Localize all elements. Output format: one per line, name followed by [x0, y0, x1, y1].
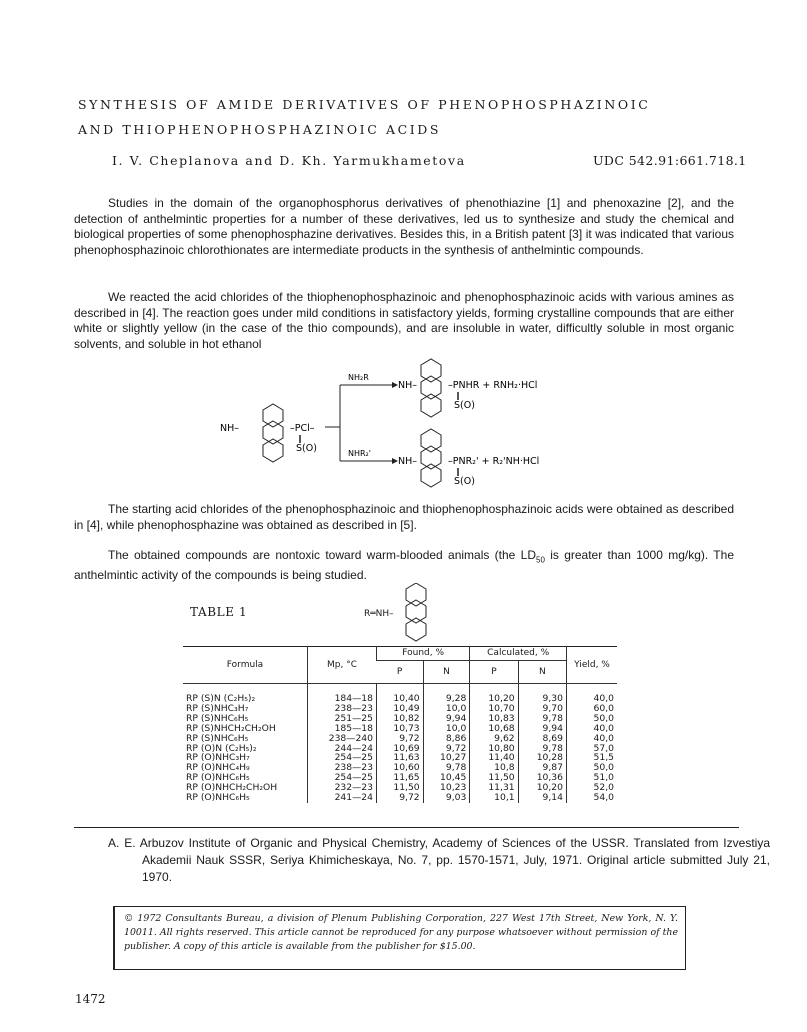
cell-mp: 184—18	[308, 684, 377, 704]
cell-calc-n: 10,36	[518, 773, 566, 783]
cell-yield: 57,0	[567, 744, 618, 754]
cell-found-n: 10,27	[423, 753, 470, 763]
cell-yield: 52,0	[567, 783, 618, 793]
table-structure-rings	[396, 583, 442, 643]
cell-formula: RP (O)NHC₄H₉	[186, 762, 250, 774]
cell-formula: RP (S)NHCH₂CH₂OH	[186, 722, 276, 734]
affiliation-note: A. E. Arbuzov Institute of Organic and Physical Chemistry, Academy of Sciences of the USSR. Translated from Izvestiya Akademii Nauk SSSR, Seriya Khimicheskaya, No. 7, pp. 1570-1571, July, 1971. Original article submitted July 21, 1970.	[108, 836, 770, 884]
header-found-n: N	[423, 661, 470, 684]
cell-mp: 254—25	[308, 773, 377, 783]
cell-formula: RP (O)NHCH₂CH₂OH	[186, 782, 278, 794]
title-line-2: AND THIOPHENOPHOSPHAZINOIC ACIDS	[78, 122, 442, 137]
cell-found-p: 9,72	[377, 734, 424, 744]
starting-phenophosphazine-rings	[263, 404, 283, 462]
cell-mp: 244—24	[308, 744, 377, 754]
cell-formula: RP (O)N (C₂H₅)₂	[186, 742, 257, 754]
cell-calc-p: 9,62	[470, 734, 518, 744]
cell-found-n: 9,94	[423, 714, 470, 724]
cell-found-p: 10,69	[377, 744, 424, 754]
authors: I. V. Cheplanova and D. Kh. Yarmukhametova	[112, 153, 466, 168]
header-yield: Yield, %	[567, 646, 618, 684]
bottom-product: –PNR₂' + R₂'NH·HCl	[448, 456, 540, 467]
cell-yield: 40,0	[567, 724, 618, 734]
cell-found-p: 10,73	[377, 724, 424, 734]
cell-calc-p: 10,83	[470, 714, 518, 724]
cell-formula: RP (O)NHC₆H₅	[186, 792, 250, 804]
cell-found-p: 10,60	[377, 763, 424, 773]
bottom-bond-mark: ‖	[456, 467, 460, 476]
cell-mp: 241—24	[308, 793, 377, 803]
cell-formula: RP (O)NHC₃H₇	[186, 752, 250, 764]
top-bond-mark: ‖	[456, 391, 460, 400]
ld-subscript: 50	[536, 555, 545, 565]
cell-calc-n: 9,78	[518, 744, 566, 754]
cell-calc-p: 10,80	[470, 744, 518, 754]
cell-mp: 238—240	[308, 734, 377, 744]
cell-found-p: 10,82	[377, 714, 424, 724]
cell-yield: 51,5	[567, 753, 618, 763]
cell-mp: 238—23	[308, 704, 377, 714]
udc-code: UDC 542.91:661.718.1	[593, 153, 747, 168]
header-calculated: Calculated, %	[470, 646, 567, 661]
paragraph-toxicity: The obtained compounds are nontoxic toward warm-blooded animals (the $LD_{50}$ is greater than 1000 mg/kg). The anthelmintic activity of the compounds is being studied.	[74, 548, 734, 582]
cell-formula: RP (S)NHC₆H₅	[186, 712, 249, 724]
data-table	[183, 646, 617, 803]
cell-found-n: 10,0	[423, 704, 470, 714]
cell-yield: 40,0	[567, 734, 618, 744]
header-calc-n: N	[518, 661, 566, 684]
cell-found-p: 10,49	[377, 704, 424, 714]
cell-calc-n: 10,28	[518, 753, 566, 763]
cell-found-n: 10,23	[423, 783, 470, 793]
header-mp: Mp, °C	[308, 646, 377, 684]
cell-calc-p: 10,68	[470, 724, 518, 734]
table-row	[183, 684, 617, 704]
cell-found-p: 10,40	[377, 684, 424, 704]
header-formula: Formula	[183, 646, 308, 684]
cell-calc-n: 10,20	[518, 783, 566, 793]
cell-found-p: 11,50	[377, 783, 424, 793]
cell-calc-p: 11,50	[470, 773, 518, 783]
cell-calc-p: 10,8	[470, 763, 518, 773]
cell-mp: 232—23	[308, 783, 377, 793]
cell-calc-n: 9,94	[518, 724, 566, 734]
cell-found-n: 9,78	[423, 763, 470, 773]
cell-calc-n: 9,78	[518, 714, 566, 724]
cell-calc-p: 11,31	[470, 783, 518, 793]
header-calc-p: P	[470, 661, 518, 684]
start-bond-mark: ‖	[298, 434, 302, 443]
cell-found-n: 9,03	[423, 793, 470, 803]
header-found-p: P	[377, 661, 424, 684]
cell-mp: 254—25	[308, 753, 377, 763]
footer-rule	[74, 827, 739, 828]
cell-formula: RP (S)NHC₆H₅	[186, 732, 249, 744]
cell-mp: 251—25	[308, 714, 377, 724]
cell-formula: RP (S)NHC₃H₇	[186, 702, 249, 714]
cell-calc-n: 9,14	[518, 793, 566, 803]
cell-mp: 238—23	[308, 763, 377, 773]
bottom-so: S(O)	[454, 476, 475, 487]
reaction-scheme	[220, 355, 600, 493]
cell-found-n: 10,45	[423, 773, 470, 783]
reagent-bottom: NHR₂'	[348, 449, 371, 458]
cell-yield: 54,0	[567, 793, 618, 803]
paragraph-method: We reacted the acid chlorides of the thiophenophosphazinoic and phenophosphazinoic acids with various amines as described in [4]. The reaction goes under mild conditions in satisfactory yields, forming crystalline compounds that are either white or slightly yellow (in the case of the thio compounds), and are insoluble in water, difficultly soluble in most organic solvents, and soluble in hot ethanol	[74, 290, 734, 351]
cell-found-p: 11,65	[377, 773, 424, 783]
start-nh: NH–	[220, 423, 239, 434]
top-product: –PNHR + RNH₂·HCl	[448, 380, 538, 391]
cell-yield: 60,0	[567, 704, 618, 714]
bottom-product-rings	[421, 429, 441, 487]
cell-found-p: 11,63	[377, 753, 424, 763]
cell-yield: 50,0	[567, 763, 618, 773]
cell-found-p: 9,72	[377, 793, 424, 803]
table-structure-label: R═NH–	[364, 609, 394, 619]
cell-mp: 185—18	[308, 724, 377, 734]
title-line-1: SYNTHESIS OF AMIDE DERIVATIVES OF PHENOPHOSPHAZINOIC	[78, 97, 651, 112]
paragraph-starting-materials: The starting acid chlorides of the phenophosphazinoic and thiophenophosphazinoic acids were obtained as described in [4], while phenophosphazine was obtained as described in [5].	[74, 502, 734, 532]
cell-formula: RP (O)NHC₆H₅	[186, 772, 250, 784]
cell-calc-p: 11,40	[470, 753, 518, 763]
paragraph-intro: Studies in the domain of the organophosphorus derivatives of phenothiazine [1] and phenoxazine [2], and the detection of anthelmintic properties for a number of these derivatives, led us to synthesize and study the chemical and biological properties of some phenophosphazine derivatives. Besides this, in a British patent [3] it was indicated that various phenophosphazinoic chlorothionates are intermediate products in the synthesis of anthelmintic compounds.	[74, 196, 734, 257]
page-number: 1472	[75, 992, 106, 1006]
start-pcl: –PCl–	[290, 423, 315, 434]
cell-found-n: 9,72	[423, 744, 470, 754]
table-label: TABLE 1	[190, 605, 248, 619]
cell-formula: RP (S)N (C₂H₅)₂	[186, 693, 256, 704]
cell-yield: 40,0	[567, 684, 618, 704]
top-so: S(O)	[454, 400, 475, 411]
cell-found-n: 8,86	[423, 734, 470, 744]
start-so: S(O)	[296, 443, 317, 454]
cell-calc-p: 10,20	[470, 684, 518, 704]
top-nh: NH–	[398, 380, 417, 391]
cell-calc-n: 8,69	[518, 734, 566, 744]
cell-calc-n: 9,70	[518, 704, 566, 714]
cell-calc-n: 9,30	[518, 684, 566, 704]
top-product-rings	[421, 359, 441, 417]
cell-yield: 51,0	[567, 773, 618, 783]
reagent-top: NH₂R	[348, 373, 369, 382]
cell-yield: 50,0	[567, 714, 618, 724]
cell-found-n: 9,28	[423, 684, 470, 704]
cell-calc-p: 10,1	[470, 793, 518, 803]
copyright-text: © 1972 Consultants Bureau, a division of Plenum Publishing Corporation, 227 West 17th Street, New York, N. Y. 10011. All rights reserved. This article cannot be reproduced for any purpose whatsoever without permission of the publisher. A copy of this article is available from the publisher for $15.00.	[124, 913, 678, 952]
header-found: Found, %	[377, 646, 470, 661]
table-row	[183, 793, 617, 803]
cell-calc-n: 9,87	[518, 763, 566, 773]
bottom-nh: NH–	[398, 456, 417, 467]
cell-found-n: 10,0	[423, 724, 470, 734]
cell-calc-p: 10,70	[470, 704, 518, 714]
